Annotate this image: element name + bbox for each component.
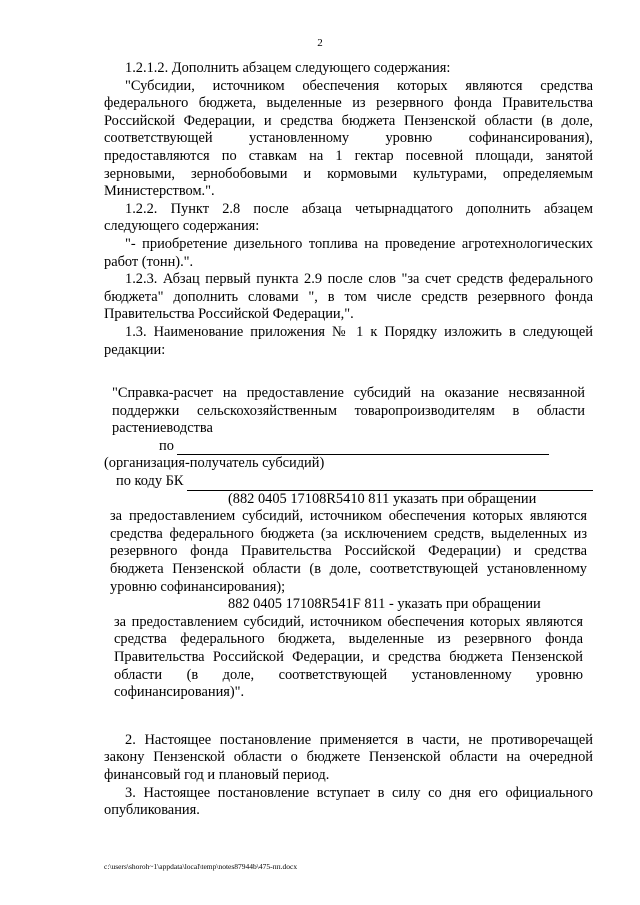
organization-blank-line <box>177 442 549 455</box>
code-block-1-text: за предоставлением субсидий, источником обеспечения которых являются средства федерального бюджета (за исключением средств, выделенных из резервного фонда Правительства Российской Федерации) и средства бюджета Пензенской области (в доле, соответствующей установленному уровню софинансирования); <box>110 508 587 595</box>
by-label: по <box>159 437 174 454</box>
bk-label: по коду БК <box>116 473 184 490</box>
paragraph-1-3: 1.3. Наименование приложения № 1 к Порядку изложить в следующей редакции: <box>104 323 593 358</box>
paragraph-1-2-2: 1.2.2. Пункт 2.8 после абзаца четырнадцатого дополнить абзацем следующего содержания: <box>104 200 593 235</box>
code-block-2-first-line: 882 0405 17108R541F 811 - указать при обращении <box>228 596 541 613</box>
code-block-1-first-line: (882 0405 17108R5410 811 указать при обращении <box>228 490 537 507</box>
bk-code-blank-line <box>187 478 593 491</box>
organization-line <box>104 438 549 456</box>
form-title: "Справка-расчет на предоставление субсидий на оказание несвязанной поддержки сельскохозяйственным товаропроизводителям в области растениеводства <box>112 385 585 437</box>
file-path-footer: c:\users\shoroh~1\appdata\local\temp\notes87944b\475-пп.docx <box>104 862 298 871</box>
bk-code-line <box>104 473 593 491</box>
paragraph-2: 2. Настоящее постановление применяется в части, не противоречащей закону Пензенской области о бюджете Пензенской области на очередной финансовый год и плановый период. <box>104 731 593 783</box>
paragraph-diesel-quote: "- приобретение дизельного топлива на проведение агротехнологических работ (тонн).". <box>104 235 593 270</box>
page-number: 2 <box>317 37 323 49</box>
paragraph-3: 3. Настоящее постановление вступает в силу со дня его официального опубликования. <box>104 784 593 819</box>
organization-caption: (организация-получатель субсидий) <box>104 455 325 472</box>
paragraph-1-2-3: 1.2.3. Абзац первый пункта 2.9 после слов "за счет средств федерального бюджета" дополнить словами ", в том числе средств резервного фонда Правительства Российской Федерации,". <box>104 271 593 323</box>
paragraph-subsidies-quote: "Субсидии, источником обеспечения которых являются средства федерального бюджета, выделенные из резервного фонда Правительства Российской Федерации, и средства бюджета Пензенской области (в доле, соответствующей установленному уровню софинансирования), предоставляются по ставкам на 1 гектар посевной площади, занятой зерновыми, зернобобовыми и кормовыми культурами, определяемым Министерством.". <box>104 77 593 200</box>
paragraph-1-2-1-2: 1.2.1.2. Дополнить абзацем следующего содержания: <box>125 60 451 76</box>
code-block-2-text: за предоставлением субсидий, источником обеспечения которых являются средства федерального бюджета, выделенные из резервного фонда Правительства Российской Федерации, и средства бюджета Пензенской области (в доле, соответствующей установленному уровню софинансирования)". <box>114 613 583 701</box>
document-body <box>104 60 593 820</box>
